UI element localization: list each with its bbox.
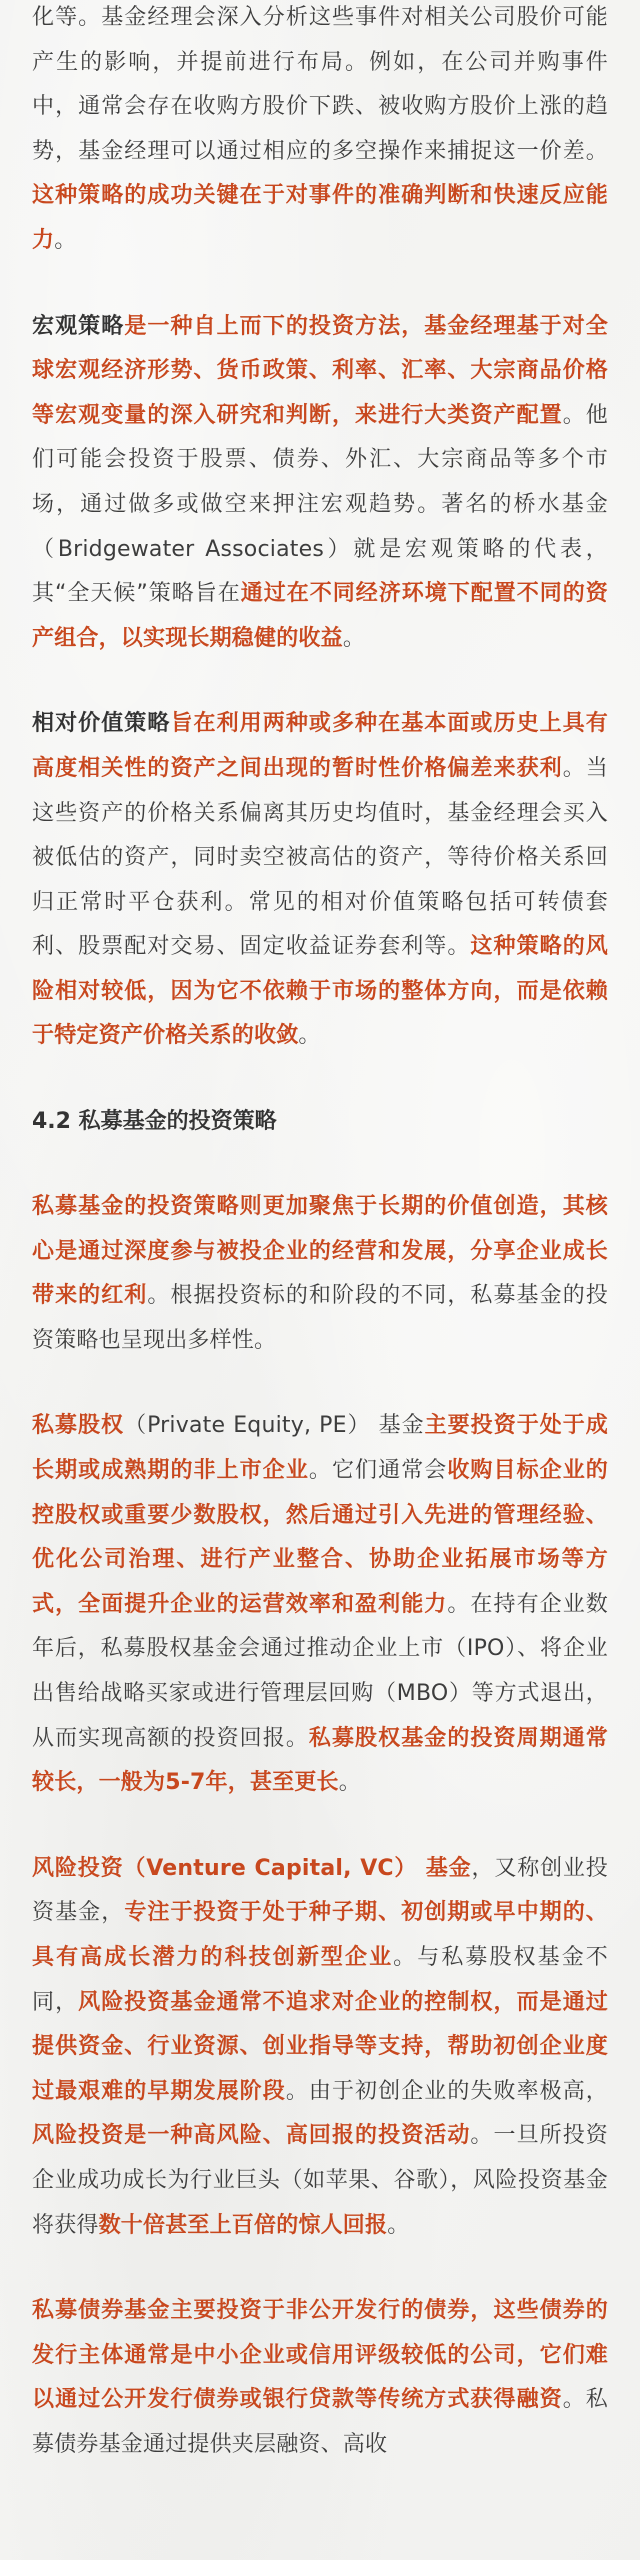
highlighted-text: 旨在利用两种或多种在基本面或历史上具有高度相关性的资产之间出现的暂时性价格偏差来获利 [32,711,608,781]
body-text: 。根据投资标的和阶段的不同，私募基金的投资策略也呈现出多样性。 [32,1283,608,1353]
body-text: 。 [298,1023,321,1049]
section-heading: 4.2 私募基金的投资策略 [32,1109,277,1135]
highlighted-text: 主要投资于处于成长期或成熟期的非上市企业 [32,1413,608,1484]
paragraph-group-after [32,1185,608,2467]
body-text: 。与私募股权基金不同， [32,1944,608,2015]
paragraph-group-before [32,0,608,1059]
highlighted-text: 收购目标企业的控股权或重要少数股权，然后通过引入先进的管理经验、优化公司治理、进行产业整合、协助企业拓展市场等方式，全面提升企业的运营效率和盈利能力 [32,1458,609,1617]
body-text: 。在持有企业数年后，私募股权基金会通过推动企业上市（IPO）、将企业出售给战略买家或进行管理层回购（MBO）等方式退出，从而实现高额的投资回报。 [32,1591,608,1751]
highlighted-text: 是一种自上而下的投资方法，基金经理基于对全球宏观经济形势、货币政策、利率、汇率、大宗商品价格等宏观变量的深入研究和判断，来进行大类资产配置 [32,313,609,428]
body-text: 。 [338,1770,361,1796]
highlighted-text: 私募债券基金主要投资于非公开发行的债券，这些债券的发行主体通常是中小企业或信用评级较低的公司，它们难以通过公开发行债券或银行贷款等传统方式获得融资 [32,2298,608,2413]
body-text: 。它们通常会 [308,1458,448,1484]
highlighted-text: 专注于投资于处于种子期、初创期或早中期的、具有高成长潜力的科技创新型企业 [32,1900,609,1970]
paragraph-venture-capital [32,1847,608,2248]
paragraph-event-driven-tail [32,0,608,264]
highlighted-text: 数十倍甚至上百倍的惊人回报 [98,2212,388,2238]
highlighted-text: 通过在不同经济环境下配置不同的资产组合，以实现长期稳健的收益 [32,581,608,651]
highlighted-text: 风险投资（Venture Capital, VC） 基金 [32,1855,472,1881]
body-text: 。他们可能会投资于股票、债券、外汇、大宗商品等多个市场，通过做多或做空来押注宏观趋势。著名的桥水基金（Bridgewater Associates）就是宏观策略的代表，其“全天候”策略旨在 [32,402,608,607]
body-text: 。一旦所投资企业成功成长为行业巨头（如苹果、谷歌），风险投资基金将获得 [32,2123,608,2238]
paragraph-private-debt [32,2289,608,2467]
body-text: 。 [387,2212,410,2238]
highlighted-text: 风险投资基金通常不追求对企业的控制权，而是通过提供资金、行业资源、创业指导等支持，帮助初创企业度过最艰难的早期发展阶段 [32,1989,608,2104]
paragraph-relative-value-strategy [32,702,608,1059]
body-text: 。私募债券基金通过提供夹层融资、高收 [32,2387,608,2457]
body-text: （Private Equity, PE） 基金 [124,1413,425,1439]
body-text: 化等。基金经理会深入分析这些事件对相关公司股价可能产生的影响，并提前进行布局。例如，在公司并购事件中，通常会存在收购方股价下跌、被收购方股价上涨的趋势，基金经理可以通过相应的多空操作来捕捉这一价差。 [32,5,608,164]
body-text: ，又称创业投资基金， [32,1855,608,1926]
bold-term: 宏观策略 [32,313,125,339]
highlighted-text: 风险投资是一种高风险、高回报的投资活动 [32,2123,471,2149]
article-body [32,0,608,2468]
body-text: 。 [342,625,366,651]
body-text: 。当这些资产的价格关系偏离其历史均值时，基金经理会买入被低估的资产，同时卖空被高估的资产，等待价格关系回归正常时平仓获利。常见的相对价值策略包括可转债套利、股票配对交易、固定收益证券套利等。 [32,755,608,960]
body-text: 。 [54,227,77,253]
bold-term: 相对价值策略 [32,711,171,737]
highlighted-text: 私募基金的投资策略则更加聚焦于长期的价值创造，其核心是通过深度参与被投企业的经营和发展，分享企业成长带来的红利 [32,1194,608,1309]
highlighted-text: 这种策略的风险相对较低，因为它不依赖于市场的整体方向，而是依赖于特定资产价格关系的收敛 [32,934,608,1049]
highlighted-text: 这种策略的成功关键在于对事件的准确判断和快速反应能力 [32,183,608,253]
paragraph-pe-intro [32,1185,608,1363]
highlighted-text: 私募股权基金的投资周期通常较长，一般为5-7年，甚至更长 [32,1725,608,1796]
body-text: 。由于初创企业的失败率极高， [285,2078,608,2104]
paragraph-macro-strategy [32,305,608,662]
paragraph-private-equity [32,1404,608,1805]
highlighted-text: 私募股权 [32,1413,125,1439]
